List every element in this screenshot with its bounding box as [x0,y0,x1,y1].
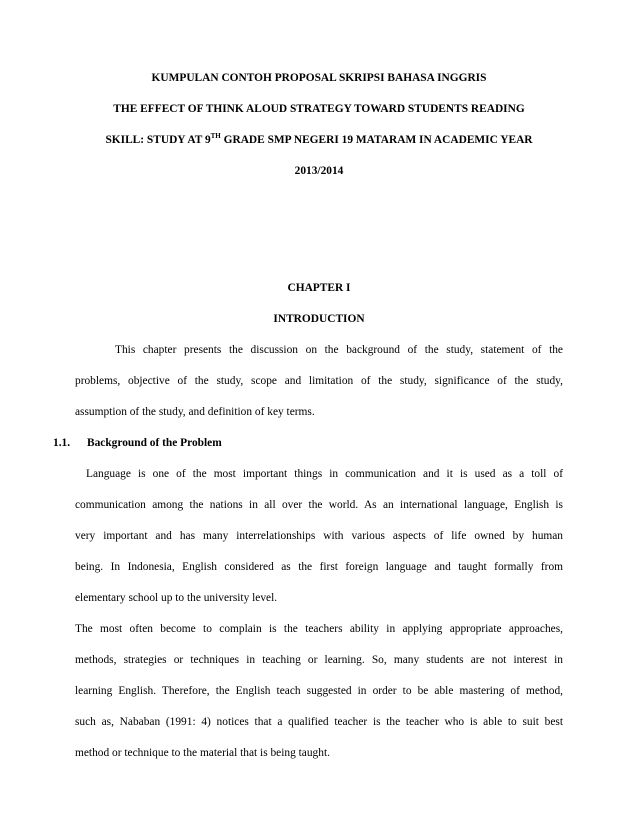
intro-line: problems, objective of the study, scope and limitation of the study, significance of the study, [75,375,563,387]
section-number: 1.1. [53,437,71,449]
intro-line: assumption of the study, and definition of key terms. [75,406,315,418]
paragraph2-line: method or technique to the material that is being taught. [75,747,330,759]
intro-line: This chapter presents the discussion on the background of the study, statement of the [115,344,563,356]
thesis-year: 2013/2014 [294,165,344,177]
paragraph2-line: such as, Nababan (1991: 4) notices that a qualified teacher is the teacher who is able to suit best [75,716,563,728]
paragraph1-line: Language is one of the most important things in communication and it is used as a toll of [86,468,563,480]
paragraph1-line: elementary school up to the university level. [75,592,278,604]
ordinal-superscript: TH [210,132,221,140]
thesis-title-line-2 [0,132,638,148]
paragraph2-line: learning English. Therefore, the English teach suggested in order to be able mastering of method, [75,685,563,697]
chapter-label: CHAPTER I [287,282,351,294]
paragraph1-line: being. In Indonesia, English considered as the first foreign language and taught formally from [75,561,563,573]
chapter-title: INTRODUCTION [273,313,365,325]
thesis-title-part: SKILL: STUDY AT 9 [105,134,211,146]
thesis-title-part: GRADE SMP NEGERI 19 MATARAM IN ACADEMIC YEAR [220,134,533,146]
section-title: Background of the Problem [87,437,222,449]
section-heading [53,435,222,451]
paragraph2-line: methods, strategies or techniques in teaching or learning. So, many students are not interest in [75,654,563,666]
doc-header-title: KUMPULAN CONTOH PROPOSAL SKRIPSI BAHASA INGGRIS [151,72,487,84]
paragraph1-line: very important and has many interrelationships with various aspects of life owned by human [75,530,563,542]
thesis-title-line-1: THE EFFECT OF THINK ALOUD STRATEGY TOWARD STUDENTS READING [113,103,525,115]
paragraph2-line: The most often become to complain is the teachers ability in applying appropriate approaches, [75,623,563,635]
paragraph1-line: communication among the nations in all over the world. As an international language, English is [75,499,563,511]
